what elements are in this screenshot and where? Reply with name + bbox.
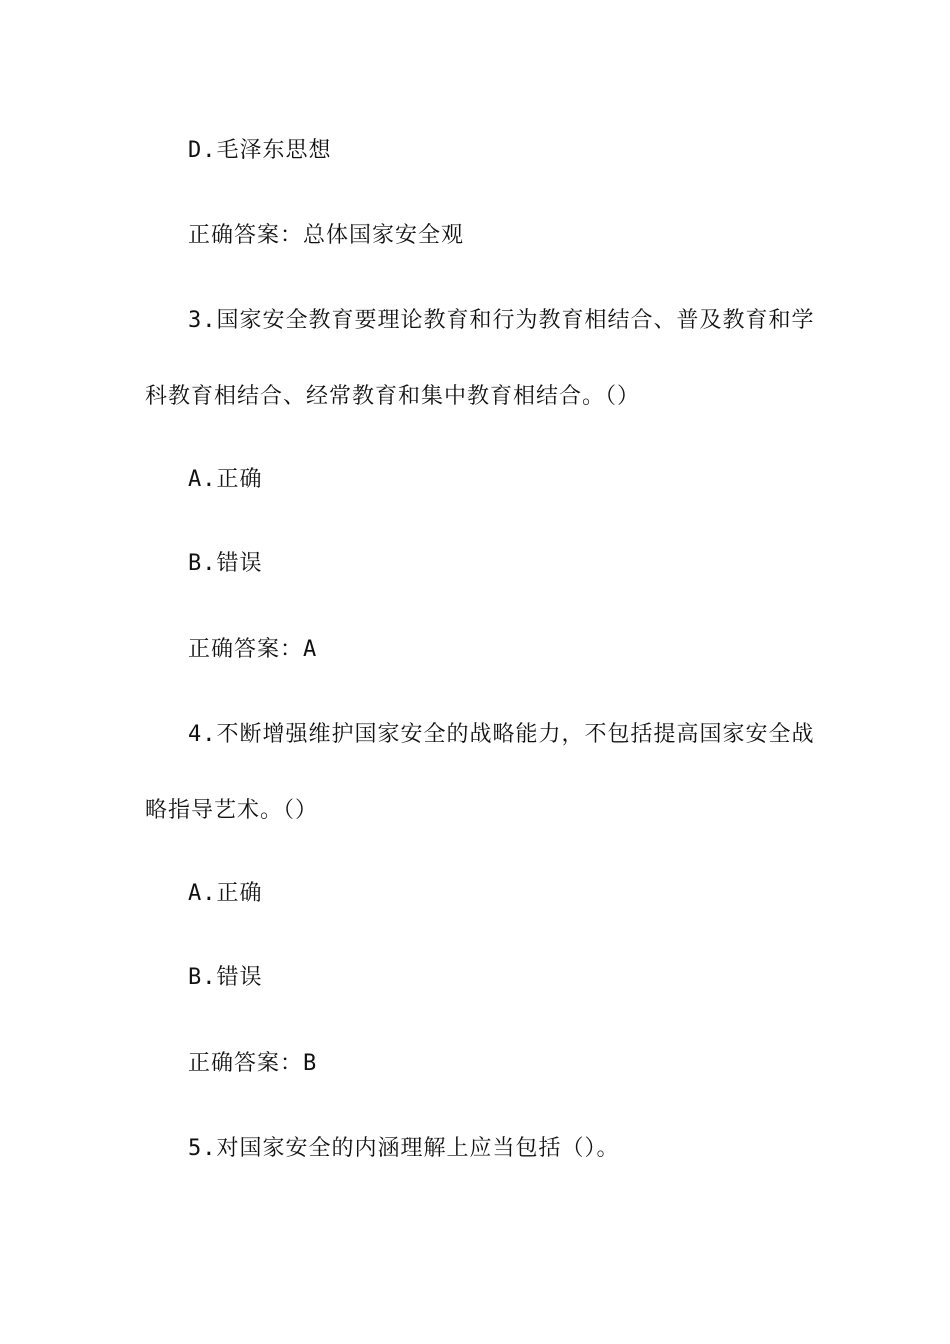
question-3-line-1: 3.国家安全教育要理论教育和行为教育相结合、普及教育和学 [188, 308, 815, 333]
answer-q2-text: 正确答案：总体国家安全观 [188, 223, 465, 248]
q4-option-a-text: A.正确 [188, 881, 263, 906]
answer-q4-text: 正确答案：B [188, 1051, 318, 1076]
question-3-line-2: 科教育相结合、经常教育和集中教育相结合。（） [145, 384, 641, 409]
answer-q3-text: 正确答案：A [188, 637, 318, 662]
question-4-line-1: 4.不断增强维护国家安全的战略能力，不包括提高国家安全战 [188, 722, 815, 747]
q4-option-b-text: B.错误 [188, 965, 263, 990]
option-d-text: D.毛泽东思想 [188, 138, 332, 163]
q3-option-a-text: A.正确 [188, 467, 263, 492]
q3-option-b-text: B.错误 [188, 551, 263, 576]
question-5-line-1: 5.对国家安全的内涵理解上应当包括（）。 [188, 1136, 620, 1161]
question-4-line-2: 略指导艺术。（） [145, 798, 319, 823]
